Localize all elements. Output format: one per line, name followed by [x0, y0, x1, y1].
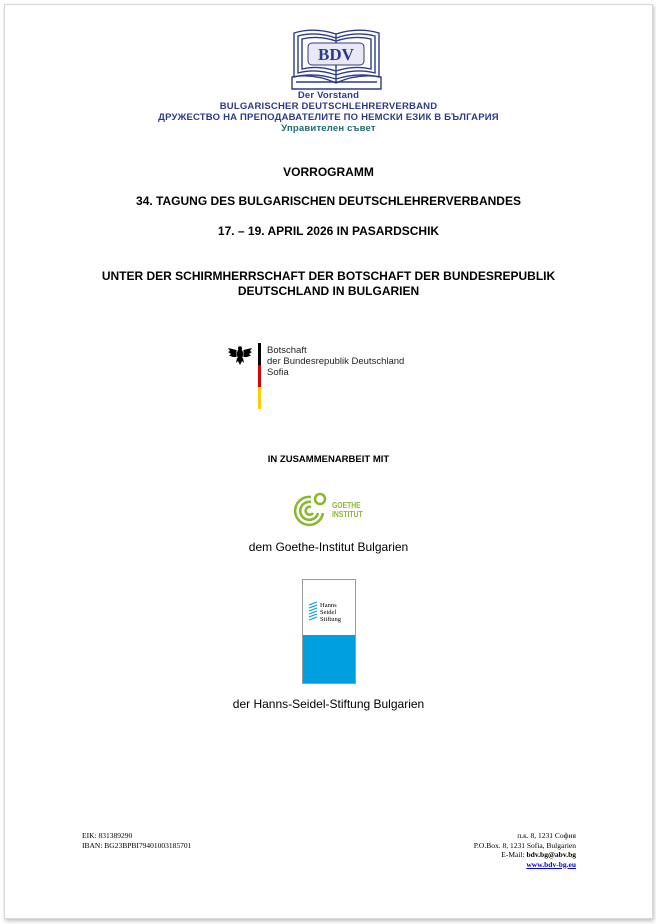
patronage-line1: UNTER DER SCHIRMHERRSCHAFT DER BOTSCHAFT DER BUNDESREPUBLIK [101, 269, 556, 283]
footer-address-bg: п.к. 8, 1231 София [517, 831, 576, 840]
embassy-name-line1: Botschaft [267, 345, 307, 356]
footer-email-label: E-Mail: [501, 850, 525, 859]
event-date: 17. – 19. APRIL 2026 IN PASARDSCHIK [217, 224, 440, 238]
cooperation-heading: IN ZUSAMMENARBEIT MIT [267, 454, 390, 465]
footer-email-line [474, 850, 576, 860]
footer-website-link[interactable]: www.bdv-bg.eu [526, 859, 576, 869]
patronage-line2: DEUTSCHLAND IN BULGARIEN [237, 284, 420, 298]
federal-eagle-icon [227, 345, 253, 367]
header-board-bg: Управителен съвет [281, 123, 376, 134]
hss-logo-word2: Seidel [320, 609, 337, 616]
goethe-institut-logo-icon [289, 491, 329, 529]
goethe-logo-word2: INSTITUT [332, 509, 363, 519]
embassy-name-line3: Sofia [267, 367, 289, 378]
german-flag-bar [258, 343, 261, 409]
footer-email[interactable]: bdv.bg@abv.bg [526, 850, 576, 859]
header-board: Der Vorstand [297, 90, 360, 101]
header-association-de: BULGARISCHER DEUTSCHLEHRERVERBAND [219, 101, 438, 112]
embassy-name-line2: der Bundesrepublik Deutschland [267, 356, 405, 367]
footer-address-en: P.O.Box. 8, 1231 Sofia, Bulgarien [473, 840, 576, 850]
footer-eik: EIK: 831389290 [82, 831, 133, 840]
header-association-bg: ДРУЖЕСТВО НА ПРЕПОДАВАТЕЛИТЕ ПО НЕМСКИ ЕЗИК В БЪЛГАРИЯ [158, 112, 499, 123]
goethe-caption: dem Goethe-Institut Bulgarien [248, 540, 409, 554]
footer-iban: IBAN: BG23BPBI79401003185701 [82, 840, 192, 850]
program-title: VORROGRAMM [283, 165, 374, 179]
bdv-book-logo [290, 27, 383, 93]
hss-logo-word3: Stiftung [320, 616, 341, 623]
hss-logo-word1: Hanns [320, 602, 337, 609]
bdv-logo-text: BDV [318, 45, 354, 64]
event-title: 34. TAGUNG DES BULGARISCHEN DEUTSCHLEHRERVERBANDES [136, 194, 521, 208]
hss-caption: der Hanns-Seidel-Stiftung Bulgarien [232, 697, 425, 711]
hss-stripes-icon [308, 601, 319, 621]
goethe-logo-word1: GOETHE [332, 501, 361, 510]
hss-logo [302, 579, 356, 684]
document-page [4, 4, 653, 919]
